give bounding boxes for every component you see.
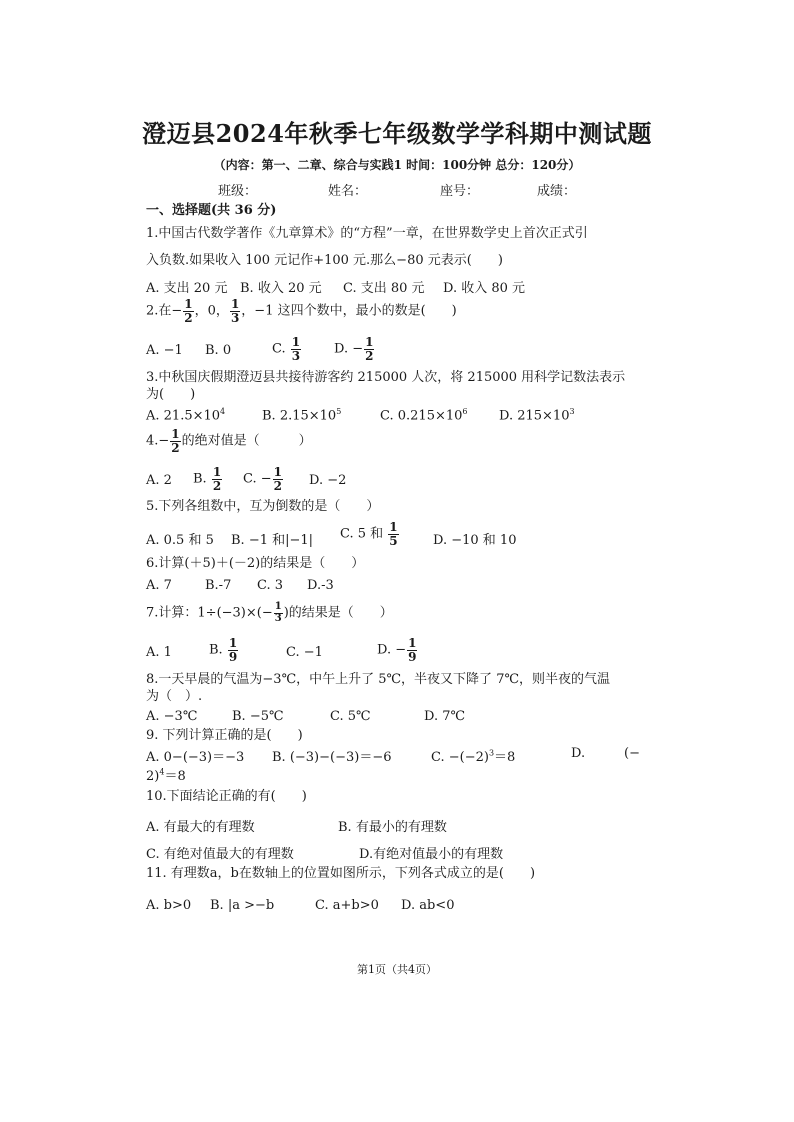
- q3-option-c-base: C. 0.215×10: [380, 408, 463, 424]
- q2-option-c-label: C.: [272, 341, 286, 357]
- q3-option-a: [146, 407, 225, 423]
- q9-option-b: B. (−3)−(−3)＝−6: [272, 750, 392, 765]
- q9-option-d-head: (−: [624, 746, 640, 761]
- q3-option-d-base: D. 215×10: [499, 408, 570, 424]
- q9-option-d-label: D.: [571, 746, 586, 761]
- q10-option-c: C. 有绝对值最大的有理数: [146, 847, 294, 862]
- q2-option-d-fraction: [364, 336, 374, 362]
- q4-option-c-den: 2: [273, 478, 282, 493]
- q1-stem-line2: 入负数.如果收入 100 元记作+100 元.那么−80 元表示( ): [146, 253, 503, 268]
- q5-stem: 5.下列各组数中，互为倒数的是（ ）: [146, 499, 380, 514]
- q7-fraction-den: 3: [274, 612, 282, 624]
- q6-stem: 6.计算(＋5)＋(－2)的结果是（ ）: [146, 556, 365, 571]
- q7-option-d-fraction: [407, 637, 417, 663]
- q8-stem-line1: 8.一天早晨的气温为−3℃，中午上升了 5℃，半夜又下降了 7℃，则半夜的气温: [146, 672, 611, 687]
- q2-option-c-den: 3: [291, 348, 301, 363]
- q3-option-c: [380, 407, 468, 423]
- q2-option-d: [334, 336, 375, 362]
- q2-stem: [146, 298, 457, 324]
- q4-option-c: [243, 466, 284, 492]
- q5-option-a: A. 0.5 和 5: [146, 533, 214, 548]
- q8-option-b: B. −5℃: [232, 709, 284, 724]
- exam-title: 澄迈县2024年秋季七年级数学学科期中测试题: [142, 119, 652, 148]
- q10-stem: 10.下面结论正确的有( ): [146, 789, 307, 804]
- q2-fraction-2-den: 3: [230, 310, 240, 325]
- q2-option-c: [272, 336, 302, 362]
- q3-option-d: [499, 407, 575, 423]
- section-heading-choice: 一、选择题(共 36 分): [146, 203, 277, 218]
- q3-option-d-exponent: 3: [569, 407, 575, 416]
- q10-option-d: D.有绝对值最小的有理数: [359, 847, 504, 862]
- q5-option-b: B. −1 和|−1|: [231, 533, 314, 548]
- q7-stem: [146, 602, 393, 624]
- q11-option-b: B. |a >−b: [210, 898, 275, 913]
- q7-option-d-num: 1: [408, 636, 417, 650]
- q6-option-c: C. 3: [257, 578, 284, 593]
- q4-option-d: D. −2: [309, 473, 347, 488]
- q4-option-b-label: B.: [193, 471, 207, 487]
- q7-option-b-num: 1: [228, 636, 238, 650]
- q4-stem-prefix: 4.−: [146, 433, 170, 449]
- q4-option-c-fraction: [273, 466, 283, 492]
- q4-option-c-label: C. −: [243, 471, 272, 487]
- q5-option-d: D. −10 和 10: [433, 533, 517, 548]
- q2-stem-mid: ，0，: [194, 303, 229, 319]
- q4-option-b-fraction: [212, 466, 222, 492]
- q11-option-d: D. ab<0: [401, 898, 455, 913]
- page-footer: 第1页（共4页）: [357, 963, 437, 976]
- class-label: 班级：: [218, 184, 258, 199]
- score-label: 成绩：: [537, 184, 577, 199]
- q8-option-c: C. 5℃: [330, 709, 371, 724]
- q4-option-b-den: 2: [212, 478, 222, 493]
- q5-option-c-den: 5: [389, 533, 398, 548]
- q4-stem-suffix: 的绝对值是（ ）: [181, 433, 312, 449]
- q2-option-b: B. 0: [205, 343, 232, 358]
- q4-option-b: [193, 466, 223, 492]
- q2-fraction-1-den: 2: [184, 310, 193, 325]
- q2-fraction-2: [230, 298, 240, 324]
- q2-fraction-2-num: 1: [230, 297, 240, 311]
- q7-fraction: [274, 602, 283, 624]
- q10-option-b: B. 有最小的有理数: [338, 820, 447, 835]
- q4-fraction-num: 1: [171, 427, 180, 441]
- q1-stem-line1: 1.中国古代数学著作《九章算术》的“方程”一章，在世界数学史上首次正式引: [146, 226, 588, 241]
- q9-stem: 9. 下列计算正确的是( ): [146, 728, 303, 743]
- q7-option-b: [209, 637, 239, 663]
- q8-stem-line2: 为（ ）.: [146, 689, 203, 704]
- q4-option-c-num: 1: [273, 465, 282, 479]
- q1-option-c: C. 支出 80 元: [343, 281, 425, 296]
- exam-subtitle: （内容：第一、二章、综合与实践1 时间：100分钟 总分：120分）: [213, 158, 581, 172]
- q2-option-d-num: 1: [365, 335, 374, 349]
- q2-fraction-1-num: 1: [184, 297, 193, 311]
- q9-option-c-exponent: 3: [488, 748, 495, 758]
- q2-option-c-num: 1: [291, 335, 301, 349]
- q5-option-c-fraction: [388, 521, 398, 547]
- q3-option-a-base: A. 21.5×10: [146, 408, 221, 424]
- q11-option-a: A. b>0: [146, 898, 192, 913]
- q2-option-a: A. −1: [146, 343, 183, 358]
- q9-option-d-continued: [146, 765, 186, 784]
- q4-fraction: [170, 428, 180, 454]
- q3-stem-line1: 3.中秋国庆假期澄迈县共接待游客约 215000 人次，将 215000 用科学记数法表示: [146, 370, 626, 385]
- q7-stem-suffix: )的结果是（ ）: [283, 605, 393, 621]
- q9-option-a: A. 0−(−3)＝−3: [146, 750, 245, 765]
- q3-option-b-exponent: 5: [336, 407, 342, 416]
- q4-option-b-num: 1: [212, 465, 222, 479]
- q9-option-d-tail: ＝8: [164, 769, 186, 784]
- q3-stem-line2: 为( ): [146, 387, 196, 402]
- q7-option-b-label: B.: [209, 642, 223, 658]
- q1-option-d: D. 收入 80 元: [443, 281, 526, 296]
- q3-option-b-base: B. 2.15×10: [262, 408, 337, 424]
- q1-option-b: B. 收入 20 元: [240, 281, 322, 296]
- q7-option-d-den: 9: [408, 649, 417, 664]
- q3-option-a-exponent: 4: [220, 407, 226, 416]
- q7-fraction-num: 1: [274, 601, 282, 612]
- seat-label: 座号：: [440, 184, 480, 199]
- q5-option-c-label: C. 5 和: [340, 526, 384, 542]
- q2-stem-prefix: 2.在−: [146, 303, 183, 319]
- q1-option-a: A. 支出 20 元: [146, 281, 228, 296]
- q4-stem: [146, 428, 312, 454]
- q5-option-c-num: 1: [389, 520, 398, 534]
- q9-option-c: [431, 746, 515, 765]
- q3-option-b: [262, 407, 341, 423]
- q2-option-c-fraction: [291, 336, 301, 362]
- q9-option-d-base: 2): [146, 769, 160, 784]
- q3-option-c-exponent: 6: [462, 407, 468, 416]
- q9-option-c-base: C. −(−2): [431, 750, 489, 765]
- name-label: 姓名：: [328, 184, 368, 199]
- q4-option-a: A. 2: [146, 473, 172, 488]
- q2-stem-suffix: ，−1 这四个数中，最小的数是( ): [241, 303, 457, 319]
- q7-option-b-den: 9: [228, 649, 238, 664]
- q2-option-d-label: D. −: [334, 341, 364, 357]
- q7-option-a: A. 1: [146, 645, 172, 660]
- q5-option-c: [340, 521, 400, 547]
- q2-option-d-den: 2: [365, 348, 374, 363]
- q7-stem-prefix: 7.计算：1÷(−3)×(−: [146, 605, 273, 621]
- q7-option-b-fraction: [228, 637, 238, 663]
- q8-option-a: A. −3℃: [146, 709, 198, 724]
- q6-option-a: A. 7: [146, 578, 172, 593]
- q6-option-b: B.-7: [205, 578, 232, 593]
- q9-option-c-tail: ＝8: [494, 750, 516, 765]
- q10-option-a: A. 有最大的有理数: [146, 820, 255, 835]
- q7-option-d: [377, 637, 418, 663]
- q2-fraction-1: [183, 298, 193, 324]
- q7-option-d-label: D. −: [377, 642, 407, 658]
- q9-option-d-exponent: 4: [159, 767, 165, 777]
- q8-option-d: D. 7℃: [424, 709, 466, 724]
- q6-option-d: D.-3: [307, 578, 334, 593]
- q11-option-c: C. a+b>0: [315, 898, 379, 913]
- q11-stem: 11. 有理数a，b在数轴上的位置如图所示，下列各式成立的是( ): [146, 866, 536, 881]
- q7-option-c: C. −1: [286, 645, 323, 660]
- q4-fraction-den: 2: [171, 440, 180, 455]
